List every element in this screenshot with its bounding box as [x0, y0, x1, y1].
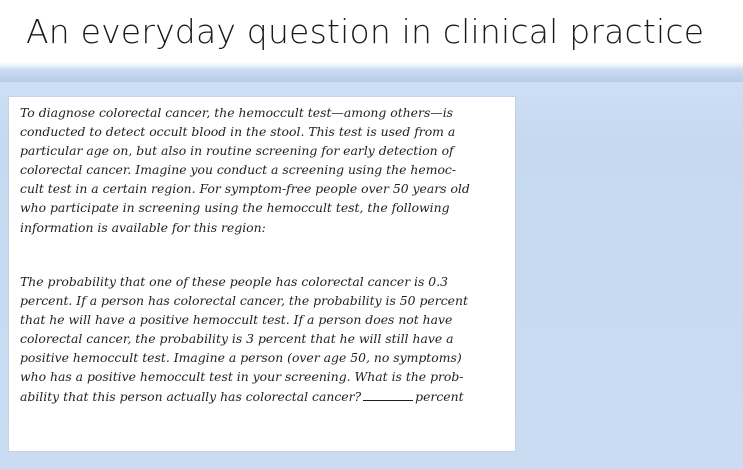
slide-title: An everyday question in clinical practice — [26, 12, 705, 51]
title-divider — [0, 66, 743, 82]
paragraph-line: who participate in screening using the hemoccult test, the following — [20, 200, 450, 216]
paragraph-line: colorectal cancer, the probability is 3 percent that he will still have a — [20, 331, 454, 347]
question-excerpt — [9, 97, 515, 451]
final-question-text: ability that this person actually has colorectal cancer? — [20, 388, 362, 404]
paragraph-line: that he will have a positive hemoccult test. If a person does not have — [20, 312, 453, 328]
paragraph-line: positive hemoccult test. Imagine a person (over age 50, no symptoms) — [20, 350, 462, 366]
final-question-line — [20, 387, 512, 406]
paragraph-line: cult test in a certain region. For symptom-free people over 50 years old — [20, 181, 470, 197]
paragraph-line: percent. If a person has colorectal cancer, the probability is 50 percent — [20, 293, 468, 309]
paragraph-line: To diagnose colorectal cancer, the hemoccult test—among others—is — [20, 105, 454, 120]
answer-blank — [363, 388, 413, 401]
paragraph-line: who has a positive hemoccult test in your screening. What is the prob- — [20, 369, 464, 385]
problem-intro-paragraph — [20, 103, 508, 237]
paragraph-line: colorectal cancer. Imagine you conduct a screening using the hemoc- — [20, 162, 457, 178]
paragraph-line: particular age on, but also in routine screening for early detection of — [20, 143, 454, 159]
answer-unit: percent — [415, 388, 464, 404]
paragraph-line: The probability that one of these people has colorectal cancer is 0.3 — [20, 274, 449, 289]
paragraph-line: conducted to detect occult blood in the stool. This test is used from a — [20, 124, 456, 140]
problem-question-paragraph — [20, 272, 512, 406]
paragraph-line: information is available for this region: — [20, 219, 266, 235]
